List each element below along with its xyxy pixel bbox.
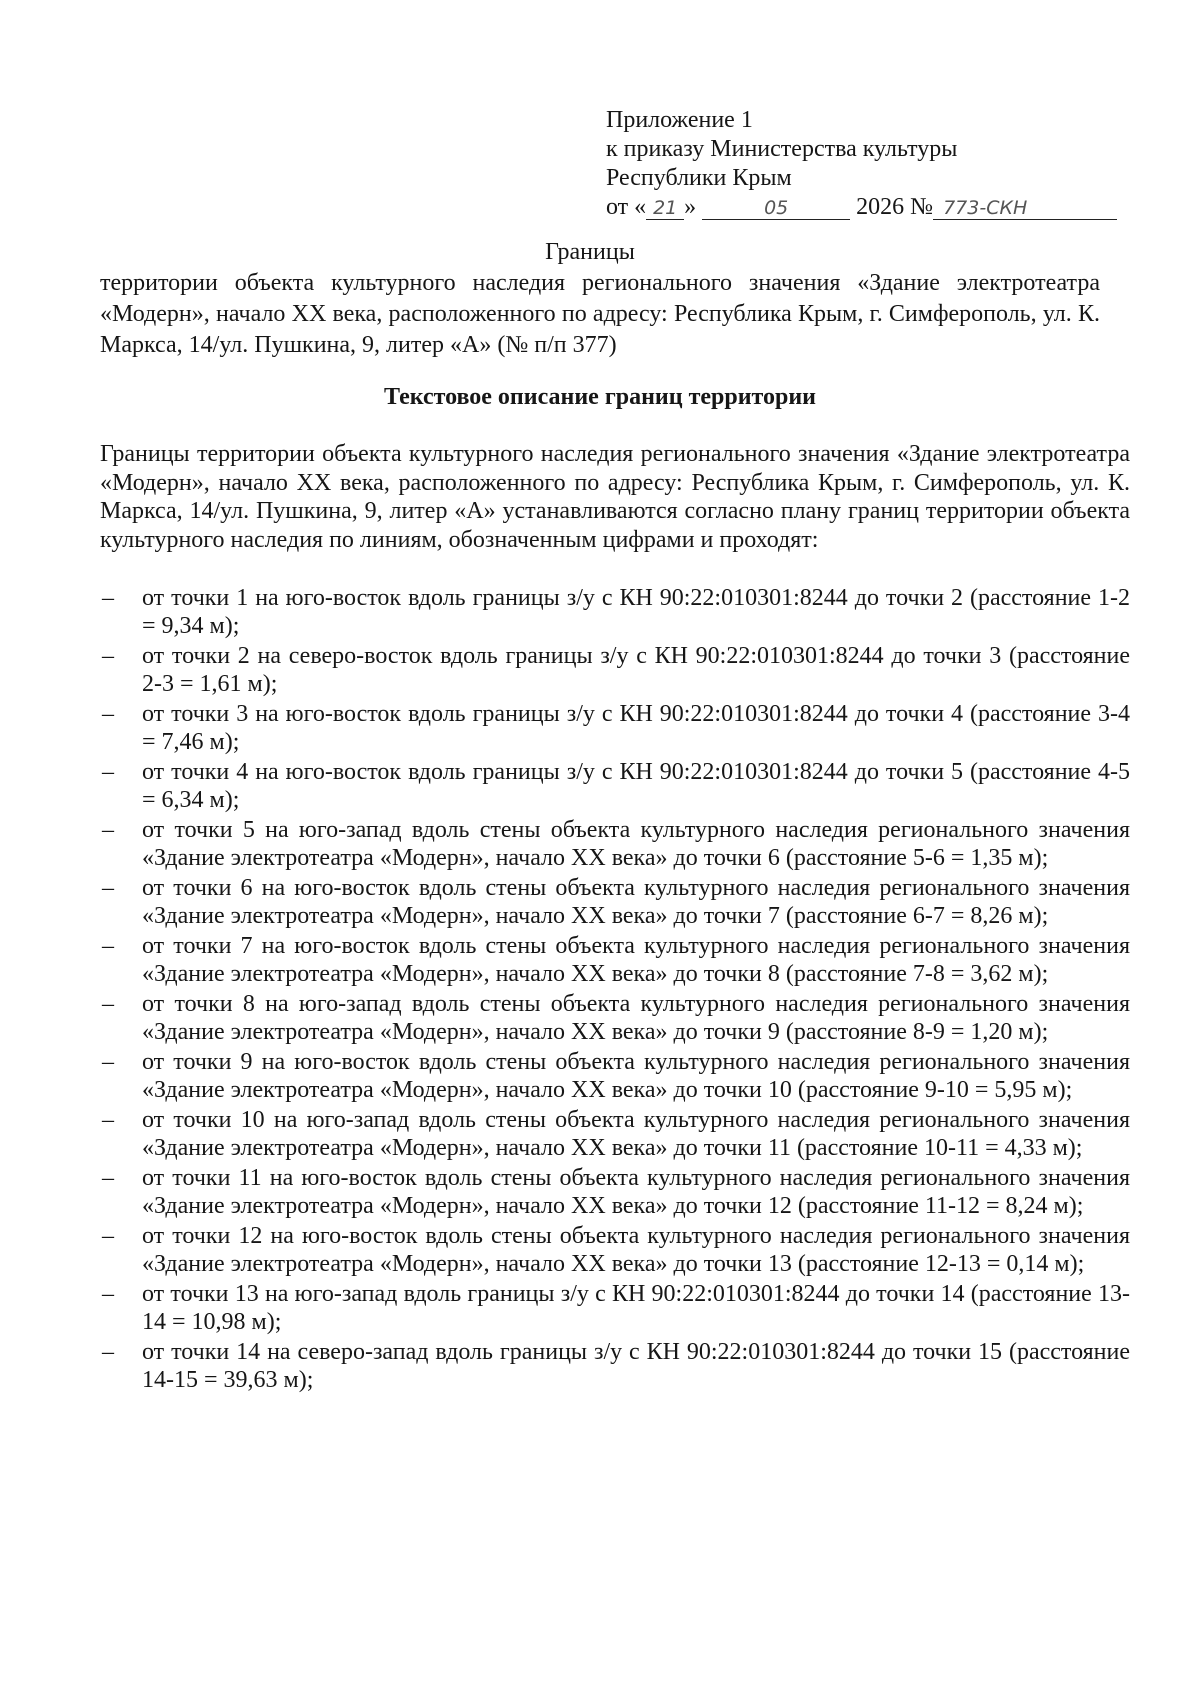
- list-item: [100, 700, 1130, 756]
- list-dash: –: [102, 991, 114, 1017]
- list-item-text: от точки 14 на северо-запад вдоль границы з/у с КН 90:22:010301:8244 до точки 15 (расстояние 14-15 = 39,63 м);: [142, 1339, 1130, 1393]
- ministry-region: Республики Крым: [606, 165, 792, 191]
- list-item: [100, 874, 1130, 930]
- document-subtitle: территории объекта культурного наследия регионального значения «Здание электротеатра «Модерн», начало ХХ века, расположенного по адресу: Республика Крым, г. Симферополь, ул. К. Маркса, 14/ул. Пушкина, 9, литер «А» (№ п/п 377): [100, 270, 1100, 358]
- order-number: 773-СКН: [933, 197, 1117, 220]
- list-dash: –: [102, 875, 114, 901]
- list-dash: –: [102, 585, 114, 611]
- appendix-header: [606, 106, 1117, 222]
- list-dash: –: [102, 759, 114, 785]
- document-title: Границы: [545, 239, 635, 265]
- order-date-line: [606, 193, 1117, 222]
- list-dash: –: [102, 1107, 114, 1133]
- list-item: [100, 1048, 1130, 1104]
- list-item: [100, 932, 1130, 988]
- list-item: [100, 1222, 1130, 1278]
- list-item-text: от точки 6 на юго-восток вдоль стены объекта культурного наследия регионального значения «Здание электротеатра «Модерн», начало ХХ века» до точки 7 (расстояние 6-7 = 8,26 м);: [142, 875, 1130, 929]
- date-prefix: от «: [606, 194, 647, 220]
- list-dash: –: [102, 1339, 114, 1365]
- section-heading: Текстовое описание границ территории: [383, 384, 817, 410]
- list-item-text: от точки 7 на юго-восток вдоль стены объекта культурного наследия регионального значения «Здание электротеатра «Модерн», начало ХХ века» до точки 8 (расстояние 7-8 = 3,62 м);: [142, 933, 1130, 987]
- list-item: [100, 584, 1130, 640]
- list-item: [100, 642, 1130, 698]
- list-item: [100, 1164, 1130, 1220]
- list-dash: –: [102, 933, 114, 959]
- list-dash: –: [102, 1165, 114, 1191]
- list-dash: –: [102, 1049, 114, 1075]
- order-month: 05: [702, 197, 850, 220]
- list-item-text: от точки 13 на юго-запад вдоль границы з/у с КН 90:22:010301:8244 до точки 14 (расстояние 13-14 = 10,98 м);: [142, 1281, 1130, 1335]
- list-item-text: от точки 12 на юго-восток вдоль стены объекта культурного наследия регионального значения «Здание электротеатра «Модерн», начало ХХ века» до точки 13 (расстояние 12-13 = 0,14 м);: [142, 1223, 1130, 1277]
- list-item-text: от точки 5 на юго-запад вдоль стены объекта культурного наследия регионального значения «Здание электротеатра «Модерн», начало ХХ века» до точки 6 (расстояние 5-6 = 1,35 м);: [142, 817, 1130, 871]
- list-item: [100, 816, 1130, 872]
- list-item: [100, 1106, 1130, 1162]
- list-item-text: от точки 1 на юго-восток вдоль границы з/у с КН 90:22:010301:8244 до точки 2 (расстояние 1-2 = 9,34 м);: [142, 585, 1130, 639]
- list-item: [100, 1338, 1130, 1394]
- intro-paragraph: Границы территории объекта культурного наследия регионального значения «Здание электротеатра «Модерн», начало ХХ века, расположенного по адресу: Республика Крым, г. Симферополь, ул. К. Маркса, 14/ул. Пушкина, 9, литер «А» устанавливаются согласно плану границ территории объекта культурного наследия по линиям, обозначенным цифрами и проходят:: [100, 441, 1130, 553]
- list-dash: –: [102, 1223, 114, 1249]
- list-item-text: от точки 11 на юго-восток вдоль стены объекта культурного наследия регионального значения «Здание электротеатра «Модерн», начало ХХ века» до точки 12 (расстояние 11-12 = 8,24 м);: [142, 1165, 1130, 1219]
- date-mid: »: [684, 194, 697, 220]
- appendix-number: Приложение 1: [606, 107, 753, 133]
- list-item-text: от точки 3 на юго-восток вдоль границы з/у с КН 90:22:010301:8244 до точки 4 (расстояние 3-4 = 7,46 м);: [142, 701, 1130, 755]
- list-item-text: от точки 2 на северо-восток вдоль границы з/у с КН 90:22:010301:8244 до точки 3 (расстояние 2-3 = 1,61 м);: [142, 643, 1130, 697]
- list-item-text: от точки 4 на юго-восток вдоль границы з/у с КН 90:22:010301:8244 до точки 5 (расстояние 4-5 = 6,34 м);: [142, 759, 1130, 813]
- list-item: [100, 758, 1130, 814]
- list-dash: –: [102, 701, 114, 727]
- order-year: 2026 №: [856, 194, 934, 220]
- list-dash: –: [102, 817, 114, 843]
- list-item-text: от точки 10 на юго-запад вдоль стены объекта культурного наследия регионального значения «Здание электротеатра «Модерн», начало ХХ века» до точки 11 (расстояние 10-11 = 4,33 м);: [142, 1107, 1130, 1161]
- list-item-text: от точки 8 на юго-запад вдоль стены объекта культурного наследия регионального значения «Здание электротеатра «Модерн», начало ХХ века» до точки 9 (расстояние 8-9 = 1,20 м);: [142, 991, 1130, 1045]
- list-item: [100, 990, 1130, 1046]
- list-item: [100, 1280, 1130, 1336]
- order-reference: к приказу Министерства культуры: [606, 136, 958, 162]
- list-dash: –: [102, 1281, 114, 1307]
- boundary-points-list: [100, 584, 1130, 1396]
- list-dash: –: [102, 643, 114, 669]
- order-day: 21: [646, 197, 684, 220]
- list-item-text: от точки 9 на юго-восток вдоль стены объекта культурного наследия регионального значения «Здание электротеатра «Модерн», начало ХХ века» до точки 10 (расстояние 9-10 = 5,95 м);: [142, 1049, 1130, 1103]
